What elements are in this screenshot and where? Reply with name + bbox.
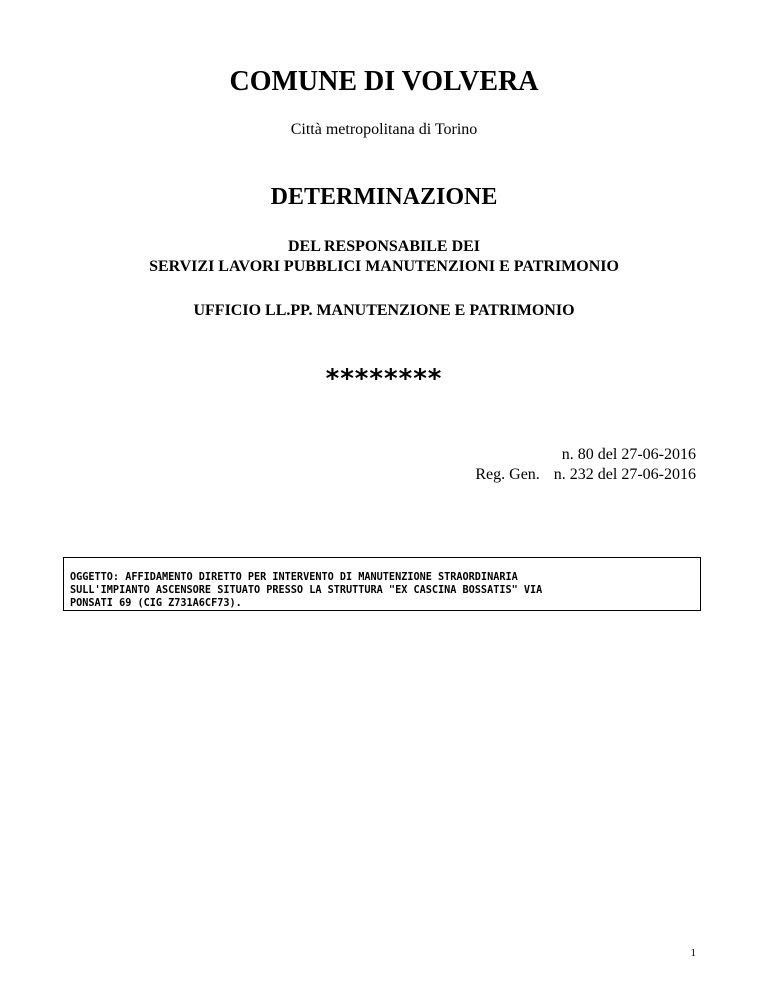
responsible-line-2: SERVIZI LAVORI PUBBLICI MANUTENZIONI E PATRIMONIO bbox=[149, 258, 619, 275]
registration-numbers bbox=[475, 445, 696, 485]
page-number: 1 bbox=[690, 947, 696, 959]
determination-number: n. 80 del 27-06-2016 bbox=[561, 446, 696, 463]
document-type-heading: DETERMINAZIONE bbox=[270, 184, 498, 210]
determination-number-row bbox=[475, 445, 696, 465]
reg-gen-number: n. 232 del 27-06-2016 bbox=[553, 466, 696, 483]
responsible-line-1: DEL RESPONSABILE DEI bbox=[287, 238, 481, 255]
municipality-title: COMUNE DI VOLVERA bbox=[229, 66, 539, 97]
office-heading: UFFICIO LL.PP. MANUTENZIONE E PATRIMONIO bbox=[193, 302, 575, 319]
separator-stars: ******** bbox=[325, 364, 443, 394]
reg-gen-label: Reg. Gen. bbox=[475, 466, 540, 483]
subject-box bbox=[63, 557, 701, 611]
general-register-row bbox=[475, 465, 696, 485]
province-subtitle: Città metropolitana di Torino bbox=[290, 121, 478, 138]
subject-line-1: OGGETTO: AFFIDAMENTO DIRETTO PER INTERVENTO DI MANUTENZIONE STRAORDINARIA bbox=[70, 572, 518, 583]
subject-line-2: SULL'IMPIANTO ASCENSORE SITUATO PRESSO LA STRUTTURA "EX CASCINA BOSSATIS" VIA bbox=[70, 585, 543, 596]
subject-line-3: PONSATI 69 (CIG Z731A6CF73). bbox=[70, 598, 242, 609]
responsible-heading bbox=[0, 237, 768, 277]
